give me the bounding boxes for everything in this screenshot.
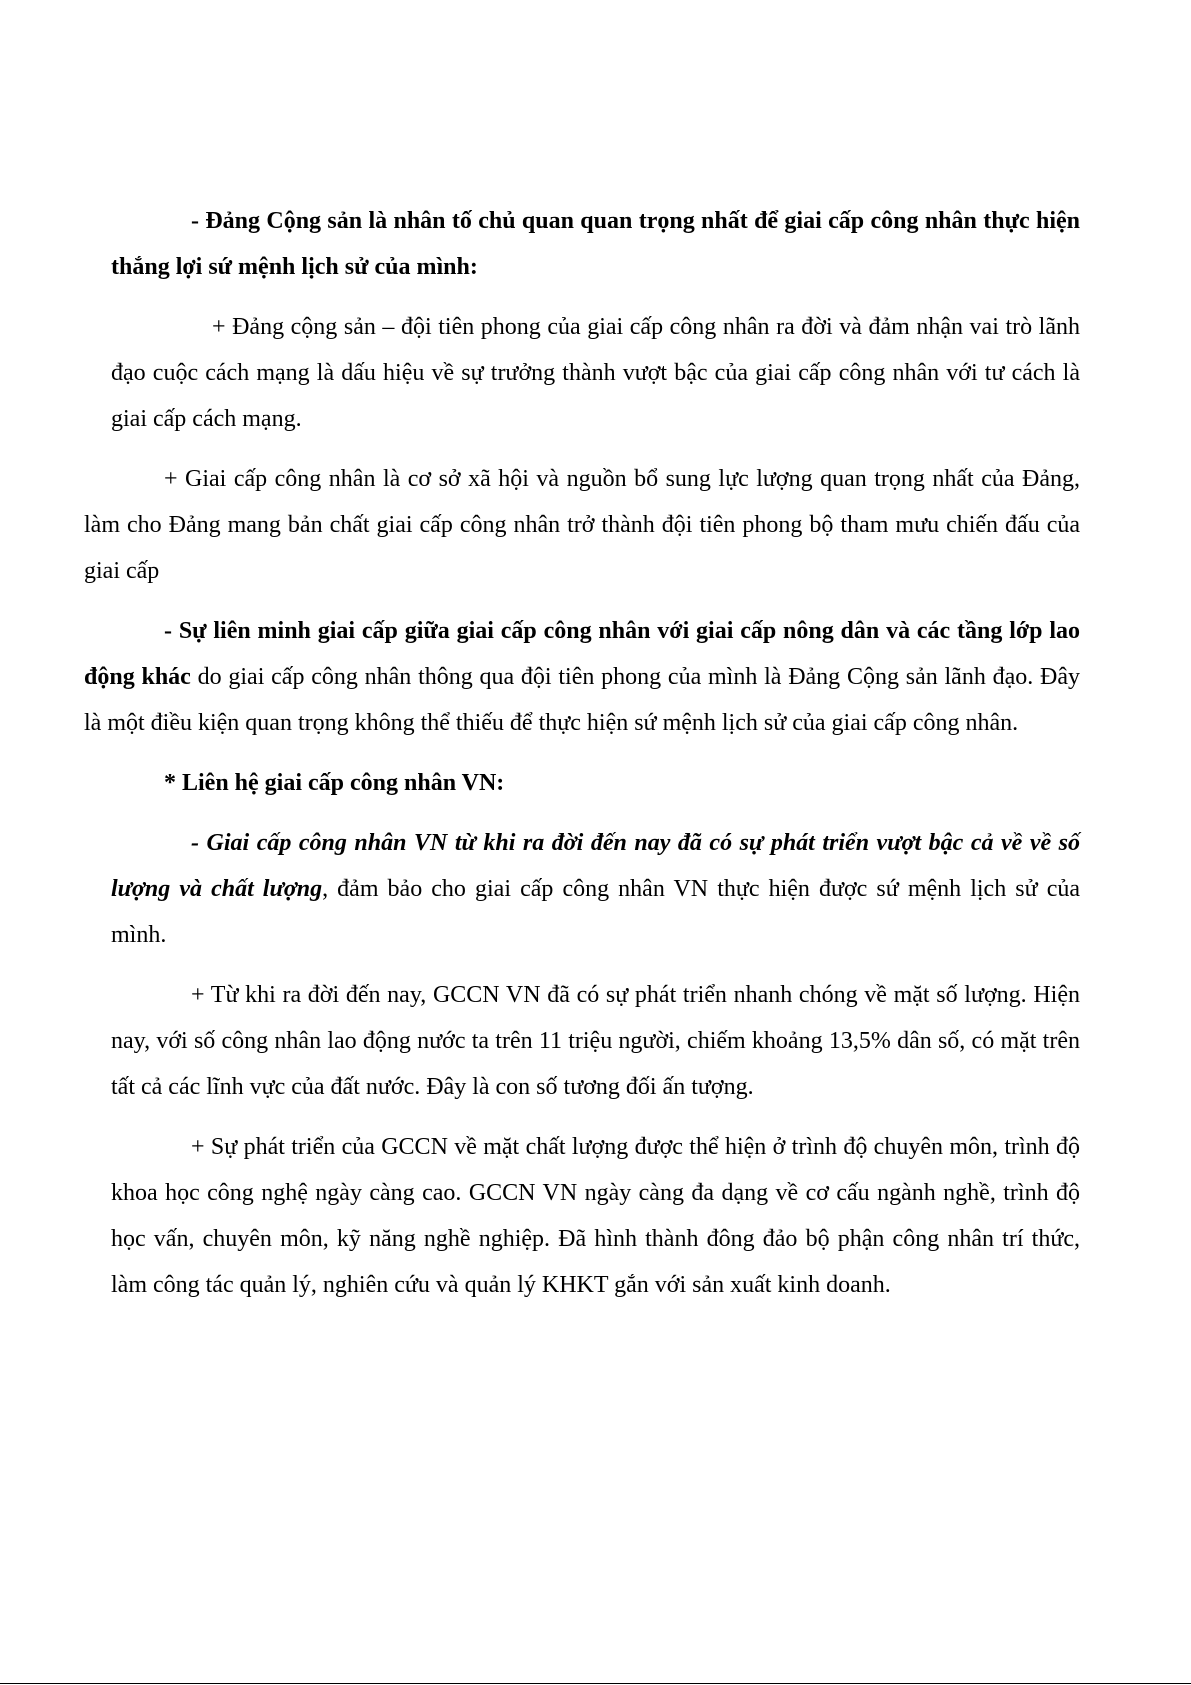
- class-alliance-bold-text: - Sự liên minh giai cấp giữa giai cấp công nhân với giai cấp nông dân và các tầng lớp lao động khác: [84, 618, 1080, 690]
- paragraph-vn-development: [84, 820, 1080, 958]
- vn-heading-text: * Liên hệ giai cấp công nhân VN:: [164, 770, 505, 796]
- paragraph-class-alliance: [84, 608, 1080, 746]
- vn-development-text: , đảm bảo cho giai cấp công nhân VN thực hiện được sứ mệnh lịch sử của mình.: [111, 876, 1081, 948]
- paragraph-party-vanguard: [84, 304, 1080, 442]
- party-role-heading-text: - Đảng Cộng sản là nhân tố chủ quan quan trọng nhất để giai cấp công nhân thực hiện thắng lợi sứ mệnh lịch sử của mình:: [111, 208, 1080, 280]
- vn-development-emphasis-text: - Giai cấp công nhân VN từ khi ra đời đến nay đã có sự phát triển vượt bậc cả về về số lượng và chất lượng: [111, 830, 1080, 902]
- page-bottom-rule: [0, 1683, 1191, 1684]
- paragraph-party-role-heading: [84, 198, 1080, 290]
- paragraph-social-base: [84, 456, 1080, 594]
- paragraph-vn-heading: [84, 760, 1080, 806]
- class-alliance-text: do giai cấp công nhân thông qua đội tiên phong của mình là Đảng Cộng sản lãnh đạo. Đây là một điều kiện quan trọng không thể thiếu để thực hiện sứ mệnh lịch sử của giai cấp công nhân.: [84, 664, 1080, 736]
- paragraph-vn-quality: [84, 1124, 1080, 1308]
- party-vanguard-text: + Đảng cộng sản – đội tiên phong của giai cấp công nhân ra đời và đảm nhận vai trò lãnh đạo cuộc cách mạng là dấu hiệu về sự trưởng thành vượt bậc của giai cấp công nhân với tư cách là giai cấp cách mạng.: [111, 314, 1080, 432]
- document-body: [84, 198, 1080, 1322]
- vn-quality-text: + Sự phát triển của GCCN về mặt chất lượng được thể hiện ở trình độ chuyên môn, trình độ khoa học công nghệ ngày càng cao. GCCN VN ngày càng đa dạng về cơ cấu ngành nghề, trình độ học vấn, chuyên môn, kỹ năng nghề nghiệp. Đã hình thành đông đảo bộ phận công nhân trí thức, làm công tác quản lý, nghiên cứu và quản lý KHKT gắn với sản xuất kinh doanh.: [111, 1134, 1080, 1298]
- social-base-text: + Giai cấp công nhân là cơ sở xã hội và nguồn bổ sung lực lượng quan trọng nhất của Đảng, làm cho Đảng mang bản chất giai cấp công nhân trở thành đội tiên phong bộ tham mưu chiến đấu của giai cấp: [84, 466, 1080, 584]
- vn-quantity-text: + Từ khi ra đời đến nay, GCCN VN đã có sự phát triển nhanh chóng về mặt số lượng. Hiện nay, với số công nhân lao động nước ta trên 11 triệu người, chiếm khoảng 13,5% dân số, có mặt trên tất cả các lĩnh vực của đất nước. Đây là con số tương đối ấn tượng.: [111, 982, 1080, 1100]
- paragraph-vn-quantity: [84, 972, 1080, 1110]
